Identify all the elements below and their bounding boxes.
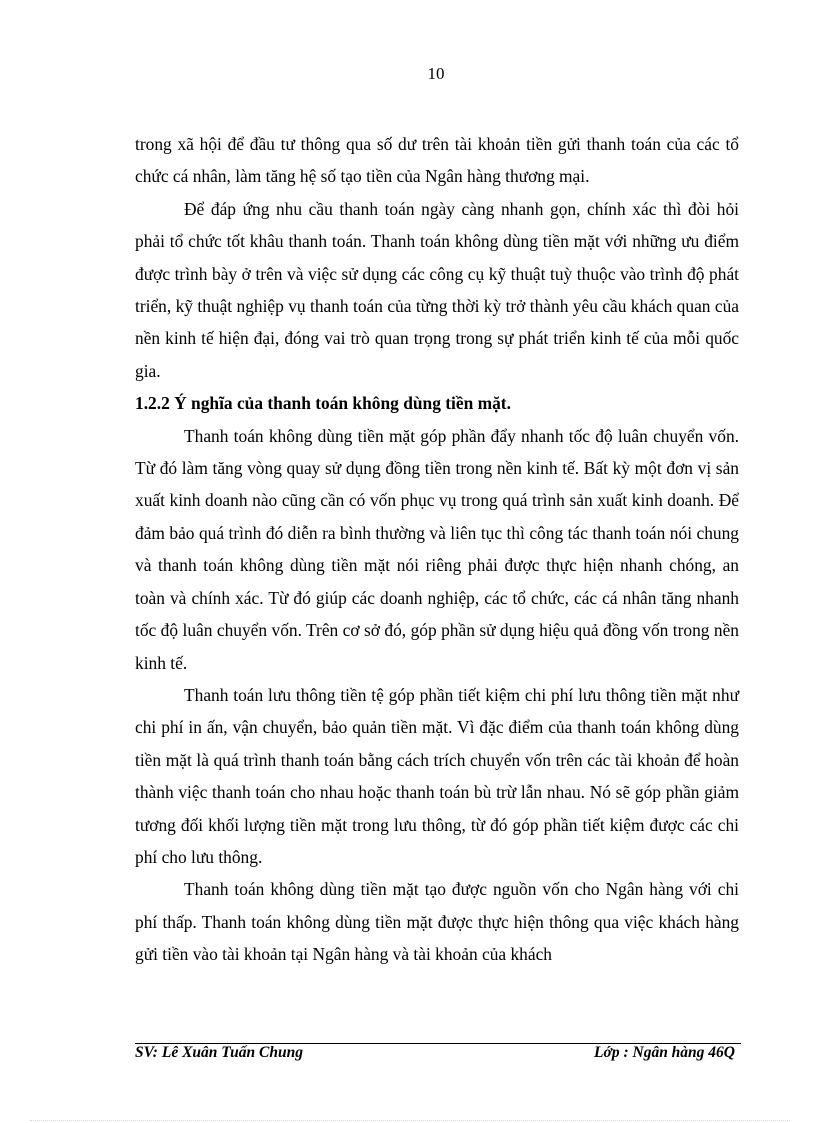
page-edge-divider [30,1120,790,1121]
footer-class-name: Lớp : Ngân hàng 46Q [594,1044,735,1061]
paragraph: Để đáp ứng nhu cầu thanh toán ngày càng nhanh gọn, chính xác thì đòi hỏi phải tổ chức tốt khâu thanh toán. Thanh toán không dùng tiền mặt với những ưu điểm được trình bày ở trên và việc sử dụng các công cụ kỹ thuật tuỳ thuộc vào trình độ phát triển, kỹ thuật nghiệp vụ thanh toán của từng thời kỳ trở thành yêu cầu khách quan của nền kinh tế hiện đại, đóng vai trò quan trọng trong sự phát triển kinh tế của mỗi quốc gia. [135,198,739,381]
paragraph-continuation: trong xã hội để đầu tư thông qua số dư trên tài khoản tiền gửi thanh toán của các tổ chức cá nhân, làm tăng hệ số tạo tiền của Ngân hàng thương mại. [135,134,739,187]
footer-student-name: SV: Lê Xuân Tuấn Chung [135,1044,303,1061]
section-heading: 1.2.2 Ý nghĩa của thanh toán không dùng tiền mặt. [135,393,511,414]
page-number: 10 [427,64,445,83]
paragraph: Thanh toán không dùng tiền mặt tạo được nguồn vốn cho Ngân hàng với chi phí thấp. Thanh toán không dùng tiền mặt được thực hiện thông qua việc khách hàng gửi tiền vào tài khoản tại Ngân hàng và tài khoản của khách [135,879,739,965]
page-footer [135,1044,741,1068]
paragraph: Thanh toán không dùng tiền mặt góp phần đẩy nhanh tốc độ luân chuyển vốn. Từ đó làm tăng vòng quay sử dụng đồng tiền trong nền kinh tế. Bất kỳ một đơn vị sản xuất kinh doanh nào cũng cần có vốn phục vụ trong quá trình sản xuất kinh doanh. Để đảm bảo quá trình đó diễn ra bình thường và liên tục thì công tác thanh toán nói chung và thanh toán không dùng tiền mặt nói riêng phải được thực hiện nhanh chóng, an toàn và chính xác. Từ đó giúp các doanh nghiệp, các tổ chức, các cá nhân tăng nhanh tốc độ luân chuyển vốn. Trên cơ sở đó, góp phần sử dụng hiệu quả đồng vốn trong nền kinh tế. [135,425,739,673]
paragraph: Thanh toán lưu thông tiền tệ góp phần tiết kiệm chi phí lưu thông tiền mặt như chi phí in ấn, vận chuyển, bảo quản tiền mặt. Vì đặc điểm của thanh toán không dùng tiền mặt là quá trình thanh toán bằng cách trích chuyển vốn trên các tài khoản để hoàn thành việc thanh toán cho nhau hoặc thanh toán bù trừ lẫn nhau. Nó sẽ góp phần giảm tương đối khối lượng tiền mặt trong lưu thông, từ đó góp phần tiết kiệm được các chi phí cho lưu thông. [135,684,739,867]
document-body [135,128,739,971]
